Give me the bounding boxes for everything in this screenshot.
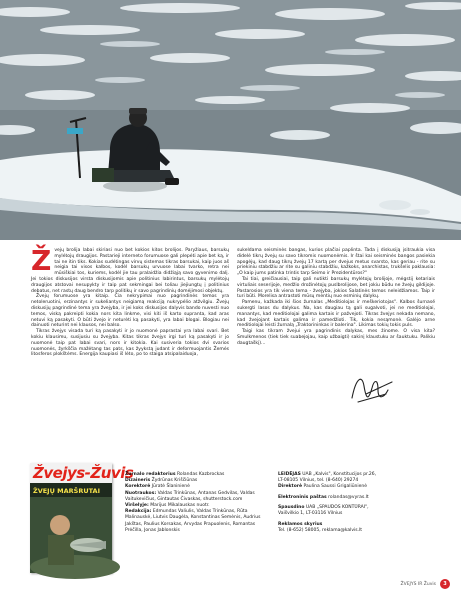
colophon-value: Žydrūnas Kriščiūnas: [151, 478, 198, 484]
editor-signature: [348, 368, 394, 408]
colophon-label: Žurnalo redaktorius: [125, 472, 176, 477]
colophon-value: Paulina Saussi Grigaliūnienė: [303, 484, 368, 490]
magazine-cover: [30, 463, 134, 573]
cover-photo: [30, 497, 112, 573]
colophon-value: Vaišvilkio 1, LT-03116 Vilnius: [278, 511, 343, 517]
cover-headline: ŽVEJŲ MARŠRUTAI: [33, 487, 100, 495]
article-column-left: [31, 244, 229, 448]
footer-magazine-name: ŽVEJYS IR Žuvis: [400, 582, 436, 587]
colophon-label: LEIDĖJAS: [278, 472, 301, 477]
article-paragraph: Tai tiai, greičiausiai, taip gali nutikti barsukų mylėtojų brolijoje, mėgstij ketariais virtuliais seserijoje, medžio drožinėtojų puslbrolijose, bet jokiu būdu ne žvejų gildijoje. Pastarosios yra tik viena tema - žvejyba, jokios Salatinės temos neleidžiamos. Taip ir turi būti. Morelisa antrastoti mūsų mėntių nuo esminių dalykų.: [237, 276, 435, 300]
cover-masthead: Žvejys-Žuvis: [33, 464, 134, 482]
colophon-value: Jūratė Šlaninienė: [151, 484, 190, 490]
colophon-block: [278, 472, 428, 491]
colophon-value: Edmundas Valiulis, Valdas Trinkūnas, Rūta Malinauskė, Liutvis Daugėla, Konstantinas Semėnis, Audrius Jakštas, Paulius Korsakas, Arvydas Prapuolenis, Romantas Prėčilla, Jonas Jablonskis: [125, 509, 261, 533]
colophon-block: [278, 505, 428, 517]
colophon-value: UAB „Kalvis", Konstitucijos pr.26,: [302, 472, 377, 477]
colophon-block: [278, 495, 428, 501]
colophon-label: Nuotraukos:: [125, 490, 157, 496]
ice-fishing-photo: [0, 0, 461, 240]
colophon-value: Marijus Mikalauskas nuotr.: [150, 503, 210, 509]
article-paragraph: Taigi kas tikram žvejui yra pagrindinis dalykas, mes žinome. O visa kita? Smulkmenos (tiek tiek suabejojau, kaip užbaigti) sakinį klaustuku ar šauktuku. Palikiu daugtaškį)...: [237, 329, 435, 346]
editorial-article: [31, 244, 435, 448]
article-paragraph: Žvejų forumuose yra kitaip. Čia nekrypimai nuo pagrindinės temos yra netoleruotini, erzinantys ir sukeliantys neigiamą reakciją nukrypėlio atžvilgiu. Žvejų diskusijų pagrindinė tema yra žvejyba, ir jei koks diskusijos dalyvis bando nuvesti nuo temos, viską pakreipti kokia nors kita linkme, visi kiti iš karto supranta, kad aras netuvi ką pasakyti. O būti žvejo ir neturėti ką pasakyti, yra labai blogai. Blogiau nei dainuoti neturint nei klausos, nei balso.: [31, 294, 229, 329]
colophon-row: [125, 509, 270, 534]
article-paragraph: [31, 244, 229, 294]
dropcap: Ž: [31, 244, 52, 277]
colophon-label: Korektorė: [125, 484, 151, 490]
colophon-value[interactable]: rolandas@vyras.lt: [328, 494, 369, 500]
colophon-value: UAB „SPAUDOS KONTŪRAI",: [305, 505, 369, 511]
page-number: 3: [440, 579, 450, 589]
colophon-label: Spausdino: [278, 505, 305, 511]
colophon-value: Tel. (8-652) 58005, reklama@kalvis.lt: [278, 527, 363, 533]
colophon-label: Redakcija:: [125, 509, 152, 515]
article-paragraph: sukeldama seisminės bangas, kurios plačiai paplinta. Tada į diskusiją įsitraukia visa didelė tikrų žvejų su savo tikromis nuomonėmis. Ir štai kai seisminės bangos pasiekia apogėjų, kad daug tikrų žvejų 17 kartą per dvejus metus svarsto, kas geriau - rite su priekiniu stabdžiu ar rite su galiniu stabdžiu, kažkoks, anarchistas, trukšelis paklausia: „O kaip jums patinka trintis tarp Seimo ir Prezidentūros?": [237, 248, 435, 277]
colophon-value: Rolandas Kazbrockas: [176, 472, 225, 477]
colophon-block: [278, 522, 428, 534]
colophon-label: Direktorė: [278, 484, 303, 490]
colophon-row: [125, 491, 270, 503]
colophon-label: Elektroninis paštas: [278, 494, 327, 500]
colophon-label: Dizaineris: [125, 478, 151, 484]
colophon-label: Reklamos skyrius: [278, 521, 323, 527]
colophon-value: Valdas Trinkūnas, Antanas Gedvilas, Valdas Vaitukevičius, Gintautas Čivaskas, shutterstock.com: [125, 490, 255, 502]
colophon-value: LT-08105 Vilnius, tel. (8-640) 29274: [278, 478, 359, 484]
article-column-right: [237, 248, 435, 448]
article-paragraph: Pamenu, kažkada iki šios žurnalas „Meditiolojas ir meškeriotojas". Kalbos šurnasé sukergti lasos du dalykus. Na, kas daugiau tą gali sugalvoti, jei ne meditiolojai, manantys, kad meditiolojai galima kartais ir pažvejoti. Tikras žvejys nekada nemano, kad žvejojant kartais galima ir pamedžioti. Tik, kokia nesąmonė. Galėjo arne meditiolojai leisti žurnalą „Traktorininkas ir balerina". Likimas tokių tokis puls.: [237, 300, 435, 329]
page-footer: [350, 579, 450, 591]
paragraph-text: vejų brolija labai skiriasi nuo bet kokios kitos brolijos. Paryžiaus, barsukų mylėtojų draugijos. Pastarieji interneto forumuose gali plepėti apie bet ką, ir tai ne itin tiks. Kokias sudėtingas virvų sistemas tikras barsukai, kaip juos aš neigia tai visos kalbos, kodėl barsukų urvuose labai tvarko, retra nei mūsiškiai tos, kuriems, kodėl jie tau pralaidžia didžiąją savo gyvenimo dalį. Jei tokios diskusijos virsta diskusijomis apie politinius labirintus, barsukų mylėtojų draugijos atstovai nesupykty ir taip pat sekmingai bei toliau jiejiungtų į politinius debatus, net rastų daug bendro tarp politikų ir savo pagrindinių domėjimosi objektų.: [31, 248, 229, 294]
colophon-publisher: [278, 472, 428, 538]
colophon-label: Viršelyje:: [125, 503, 149, 509]
article-paragraph: Tikras žvejys visada turi ką pasakyti ir jo nuomonė paprastai yra labai svari. Bet kokiu klausimu, susijusiu su žvejyba. Kitas tikras žvejys irgi turi ką pasakyti ir jo nuomonė taip pat labai svari, nors ir kitokia. Kai susiveria tokios dvi svarios nuomonės, žyrkščia mažėtang tas pats, kas žyykstą judant ir deformuojantis Žemės litosferos plokštėms. Energija kaupiasi iš lėto, po to staiga atsipalaiduoja,: [31, 329, 229, 358]
